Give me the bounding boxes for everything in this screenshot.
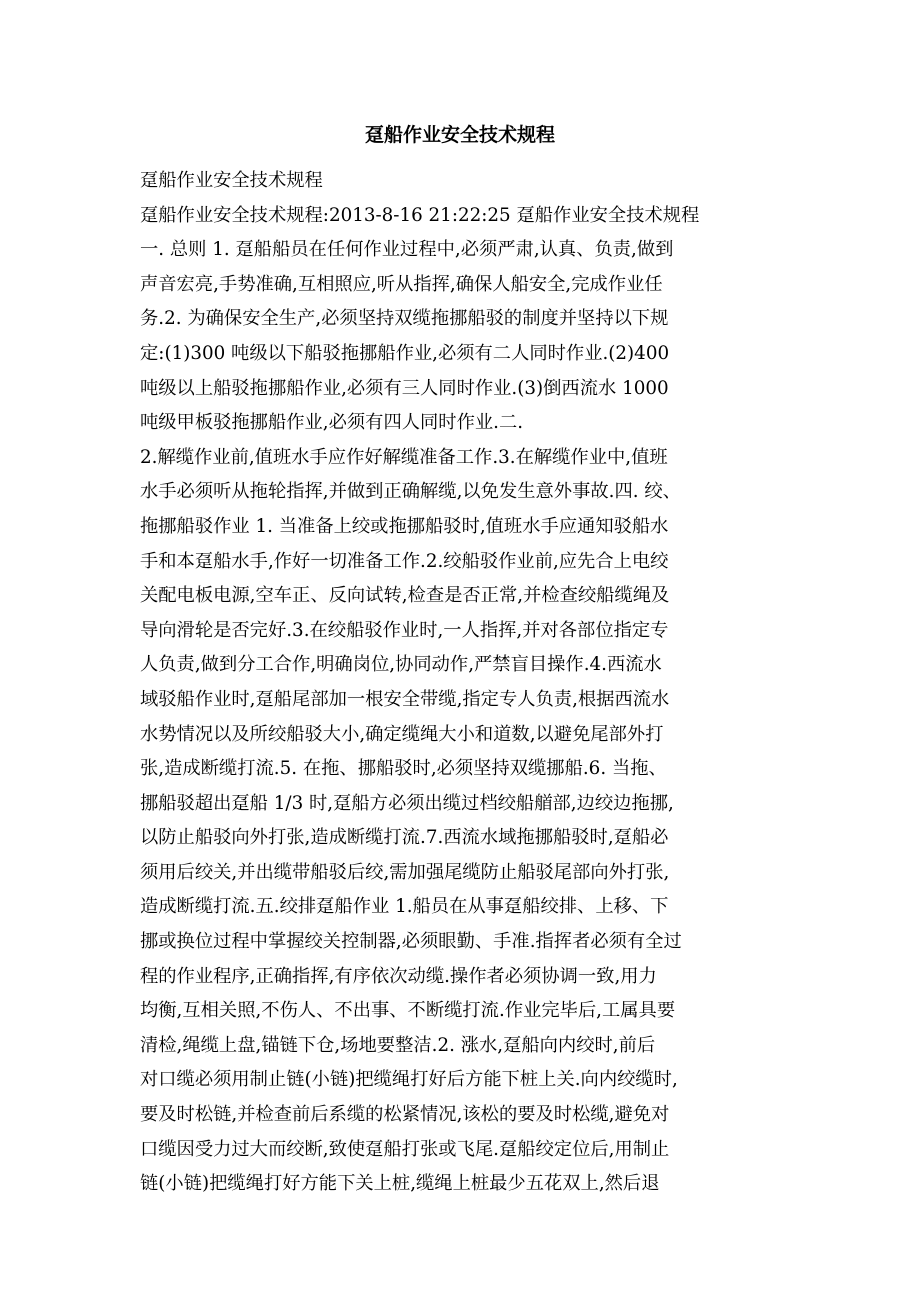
text-line: 人负责,做到分工合作,明确岗位,协同动作,严禁盲目操作.4.西流水 xyxy=(140,654,662,676)
text-line: 定:(1)300 吨级以下船驳拖挪船作业,必须有二人同时作业.(2)400 xyxy=(140,342,670,364)
text-line: 趸船作业安全技术规程:2013-8-16 21:22:25 趸船作业安全技术规程 xyxy=(140,204,700,226)
text-line: 水手必须听从拖轮指挥,并做到正确解缆,以免发生意外事故.四. 绞、 xyxy=(140,481,681,503)
text-line: 一. 总则 1. 趸船船员在任何作业过程中,必须严肃,认真、负责,做到 xyxy=(140,239,674,261)
text-line: 声音宏亮,手势准确,互相照应,听从指挥,确保人船安全,完成作业任 xyxy=(140,273,663,295)
text-line: 水势情况以及所绞船驳大小,确定缆绳大小和道数,以避免尾部外打 xyxy=(140,723,664,745)
text-line: 链(小链)把缆绳打好方能下关上桩,缆绳上桩最少五花双上,然后退 xyxy=(140,1173,660,1195)
text-line: 吨级甲板驳拖挪船作业,必须有四人同时作业.二. xyxy=(140,412,524,434)
document-body xyxy=(140,164,800,1202)
text-line: 须用后绞关,并出缆带船驳后绞,需加强尾缆防止船驳尾部向外打张, xyxy=(140,861,670,883)
text-line: 拖挪船驳作业 1. 当准备上绞或拖挪船驳时,值班水手应通知驳船水 xyxy=(140,515,669,537)
text-line: 手和本趸船水手,作好一切准备工作.2.绞船驳作业前,应先合上电绞 xyxy=(140,550,669,572)
text-line: 导向滑轮是否完好.3.在绞船驳作业时,一人指挥,并对各部位指定专 xyxy=(140,619,669,641)
text-line: 以防止船驳向外打张,造成断缆打流.7.西流水域拖挪船驳时,趸船必 xyxy=(140,827,669,849)
text-line: 口缆因受力过大而绞断,致使趸船打张或飞尾.趸船绞定位后,用制止 xyxy=(140,1138,670,1160)
text-line: 趸船作业安全技术规程 xyxy=(140,170,323,191)
text-line: 2.解缆作业前,值班水手应作好解缆准备工作.3.在解缆作业中,值班 xyxy=(140,446,668,468)
text-line: 要及时松链,并检查前后系缆的松紧情况,该松的要及时松缆,避免对 xyxy=(140,1104,670,1126)
text-line: 造成断缆打流.五.绞排趸船作业 1.船员在从事趸船绞排、上移、下 xyxy=(140,896,669,918)
text-line: 关配电板电源,空车正、反向试转,检查是否正常,并检查绞船缆绳及 xyxy=(140,585,670,607)
text-line: 域驳船作业时,趸船尾部加一根安全带缆,指定专人负责,根据西流水 xyxy=(140,688,670,710)
text-line: 对口缆必须用制止链(小链)把缆绳打好后方能下桩上关.向内绞缆时, xyxy=(140,1069,678,1091)
text-line: 均衡,互相关照,不伤人、不出事、不断缆打流.作业完毕后,工属具要 xyxy=(140,1000,676,1022)
text-line: 挪或换位过程中掌握绞关控制器,必须眼勤、手准.指挥者必须有全过 xyxy=(140,931,682,953)
text-line: 挪船驳超出趸船 1/3 时,趸船方必须出缆过档绞船艏部,边绞边拖挪, xyxy=(140,792,674,814)
document-title: 趸船作业安全技术规程 xyxy=(364,124,555,146)
text-line: 程的作业程序,正确指挥,有序依次动缆.操作者必须协调一致,用力 xyxy=(140,965,657,987)
text-line: 张,造成断缆打流.5. 在拖、挪船驳时,必须坚持双缆挪船.6. 当拖、 xyxy=(140,758,667,780)
text-line: 吨级以上船驳拖挪船作业,必须有三人同时作业.(3)倒西流水 1000 xyxy=(140,377,669,399)
text-line: 清检,绳缆上盘,锚链下仓,场地要整洁.2. 涨水,趸船向内绞时,前后 xyxy=(140,1034,656,1056)
text-line: 务.2. 为确保安全生产,必须坚持双缆拖挪船驳的制度并坚持以下规 xyxy=(140,308,669,330)
